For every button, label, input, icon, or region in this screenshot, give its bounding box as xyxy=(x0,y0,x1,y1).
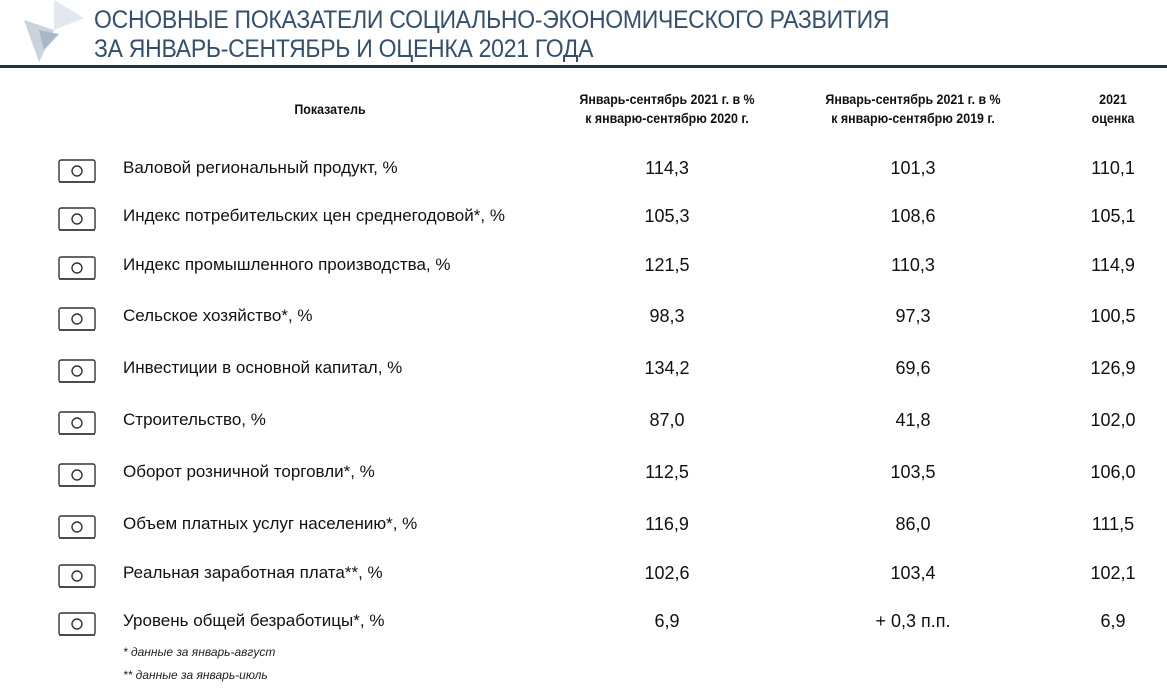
value-vs-2019: 101,3 xyxy=(890,158,936,178)
value-vs-2019: 41,8 xyxy=(895,410,931,430)
value-estimate-2021: 126,9 xyxy=(1090,358,1136,378)
services-payment-icon xyxy=(55,508,99,542)
value-estimate-2021: 102,1 xyxy=(1090,563,1136,583)
indicator-label: Оборот розничной торговли*, % xyxy=(123,462,375,481)
value-vs-2020: 98,3 xyxy=(649,306,685,326)
table-row xyxy=(0,196,1167,236)
header-indicator: Показатель xyxy=(294,102,366,117)
value-vs-2019: 110,3 xyxy=(891,255,935,275)
table-row xyxy=(0,348,1167,388)
table-row xyxy=(0,148,1167,188)
page-title xyxy=(94,6,889,64)
indicator-label: Инвестиции в основной капитал, % xyxy=(123,358,403,377)
basket-icon xyxy=(55,200,99,234)
indicator-label: Сельское хозяйство*, % xyxy=(123,306,313,325)
value-estimate-2021: 114,9 xyxy=(1091,255,1135,275)
value-estimate-2021: 6,9 xyxy=(1100,611,1126,631)
table-row xyxy=(0,245,1167,285)
value-vs-2019: 69,6 xyxy=(895,358,931,378)
indicator-label: Уровень общей безработицы*, % xyxy=(123,611,385,630)
value-estimate-2021: 100,5 xyxy=(1090,306,1136,326)
salary-icon xyxy=(55,557,99,591)
indicator-label: Реальная заработная плата**, % xyxy=(123,563,383,582)
footnote-1: * данные за январь-август xyxy=(123,645,276,659)
value-vs-2020: 6,9 xyxy=(654,611,680,631)
value-estimate-2021: 110,1 xyxy=(1091,158,1135,178)
header-col3: 2021 оценка xyxy=(1091,92,1135,126)
value-vs-2020: 134,2 xyxy=(644,358,690,378)
value-vs-2019: 108,6 xyxy=(890,206,936,226)
header-col1: Январь-сентябрь 2021 г. в % к январю-сентябрю 2020 г. xyxy=(579,92,755,126)
value-vs-2020: 87,0 xyxy=(649,410,685,430)
value-estimate-2021: 102,0 xyxy=(1090,410,1136,430)
indicator-label: Индекс промышленного производства, % xyxy=(123,255,451,274)
factory-icon xyxy=(55,249,99,283)
value-vs-2020: 105,3 xyxy=(644,206,690,226)
indicator-label: Строительство, % xyxy=(123,410,266,429)
table-row xyxy=(0,504,1167,544)
indicator-label: Объем платных услуг населению*, % xyxy=(123,514,418,533)
table-row xyxy=(0,400,1167,440)
table-row xyxy=(0,601,1167,641)
value-vs-2019: 103,5 xyxy=(890,462,936,482)
shopping-cart-icon xyxy=(55,456,99,490)
value-vs-2019: + 0,3 п.п. xyxy=(875,611,951,631)
value-vs-2020: 114,3 xyxy=(645,158,689,178)
people-icon xyxy=(55,605,99,639)
growth-chart-icon xyxy=(55,152,99,186)
indicator-label: Валовой региональный продукт, % xyxy=(123,158,398,177)
title-line-2: ЗА ЯНВАРЬ-СЕНТЯБРЬ И ОЦЕНКА 2021 ГОДА xyxy=(94,35,594,63)
footnote-2: ** данные за январь-июль xyxy=(123,668,268,682)
value-estimate-2021: 105,1 xyxy=(1090,206,1136,226)
value-estimate-2021: 111,5 xyxy=(1091,514,1135,534)
value-vs-2020: 102,6 xyxy=(644,563,690,583)
logo-icon xyxy=(14,0,84,62)
value-vs-2019: 103,4 xyxy=(890,563,936,583)
indicator-label: Индекс потребительских цен среднегодовой*, % xyxy=(123,206,505,225)
value-vs-2020: 116,9 xyxy=(645,514,689,534)
construction-icon xyxy=(55,404,99,438)
table-row xyxy=(0,296,1167,336)
value-vs-2020: 121,5 xyxy=(644,255,690,275)
value-vs-2019: 86,0 xyxy=(895,514,931,534)
divider xyxy=(0,65,1167,68)
value-vs-2020: 112,5 xyxy=(645,462,689,482)
header-col2: Январь-сентябрь 2021 г. в % к январю-сентябрю 2019 г. xyxy=(825,92,1001,126)
farm-icon xyxy=(55,300,99,334)
value-estimate-2021: 106,0 xyxy=(1090,462,1136,482)
investor-icon xyxy=(55,352,99,386)
value-vs-2019: 97,3 xyxy=(895,306,931,326)
table-row xyxy=(0,452,1167,492)
title-line-1: ОСНОВНЫЕ ПОКАЗАТЕЛИ СОЦИАЛЬНО-ЭКОНОМИЧЕСКОГО РАЗВИТИЯ xyxy=(94,6,890,34)
table-row xyxy=(0,553,1167,593)
